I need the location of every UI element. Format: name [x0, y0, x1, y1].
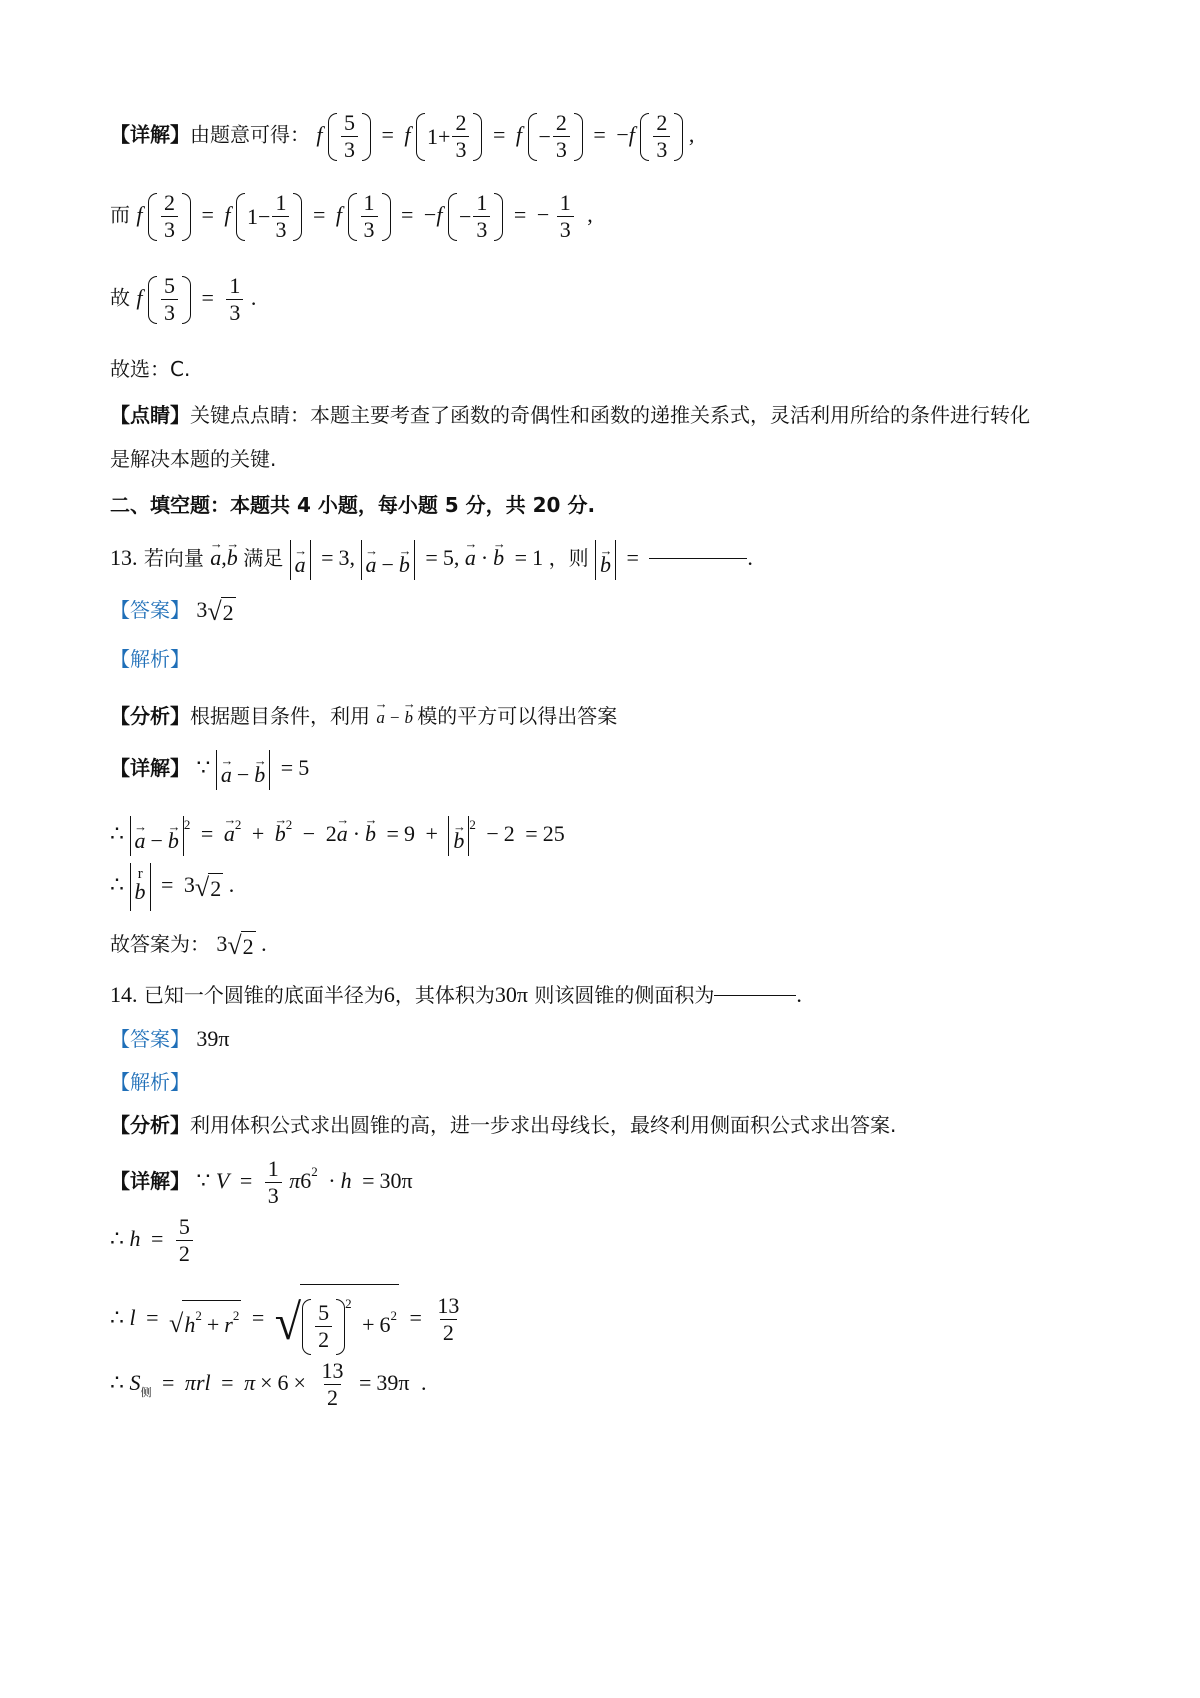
equation: [110, 817, 565, 853]
punct: .: [228, 872, 235, 898]
var-r: r: [224, 1312, 233, 1338]
operator: ·: [480, 545, 489, 570]
operator: =: [626, 545, 639, 570]
vector-b: → b: [399, 542, 410, 580]
subscript-ce: 侧: [140, 1385, 152, 1399]
denominator: 2: [440, 1319, 457, 1346]
radicand: [182, 1300, 241, 1338]
therefore-symbol: ∴: [110, 821, 124, 846]
denominator: 2: [324, 1384, 341, 1411]
equation: [136, 273, 257, 325]
exponent: 2: [183, 817, 191, 832]
fraction: [473, 190, 490, 243]
dianjing-line-2: [110, 442, 1100, 476]
vector-b: → b: [404, 693, 413, 735]
operator: =: [280, 755, 294, 781]
q14-xiangjie: [110, 1155, 1100, 1209]
therefore-symbol: ∴: [110, 1225, 124, 1251]
fraction: [272, 190, 289, 243]
q13-text-a: 若向量: [143, 546, 204, 570]
operator: =: [201, 201, 214, 227]
equation: [210, 545, 243, 570]
equation: [110, 1358, 427, 1410]
operator: =: [201, 284, 214, 310]
denominator: 3: [265, 1182, 282, 1209]
jiexi-tag: 【解析】: [110, 647, 190, 671]
guxuan-text: 故选：C.: [110, 357, 191, 381]
numerator: 2: [455, 110, 467, 135]
q13-text-b: 满足: [243, 546, 284, 570]
var-f: f: [404, 121, 411, 147]
operator: =: [401, 201, 414, 227]
operator: −: [381, 551, 394, 577]
paren: [448, 190, 503, 243]
jiexi-tag: 【解析】: [110, 1070, 190, 1094]
term: −: [538, 123, 551, 149]
term: 1: [532, 545, 544, 570]
exponent: 2: [234, 817, 242, 832]
er-text: 而: [110, 202, 130, 227]
operator: =: [251, 1304, 265, 1330]
equation: [316, 110, 695, 162]
fraction: [318, 1358, 346, 1411]
fenxi-tag: 【分析】: [110, 704, 190, 728]
q14-step-3: [110, 1358, 1100, 1411]
vector-b: r b: [135, 865, 146, 911]
exponent: 2: [311, 1164, 318, 1179]
punct: .: [261, 931, 267, 956]
xiangjie-tag: 【详解】: [110, 1169, 190, 1193]
operator: −: [302, 821, 316, 846]
q14-step-1: [110, 1214, 1100, 1267]
numerator: 5: [343, 110, 355, 135]
daan-tag: 【答案】: [110, 1027, 190, 1051]
operator: =: [312, 201, 326, 227]
pi: π: [184, 1369, 196, 1395]
exponent: 2: [285, 817, 293, 832]
vector-b: → b: [168, 818, 179, 856]
sqrt-sign: √: [169, 1309, 184, 1339]
eq-line-1: [110, 110, 1100, 163]
numerator: 2: [163, 190, 175, 215]
term: 3: [196, 597, 208, 622]
vector-a: → a: [224, 809, 235, 851]
term: 1−: [247, 203, 271, 229]
exponent: 2: [195, 1308, 202, 1324]
operator: =: [381, 121, 394, 147]
operator: −: [486, 821, 499, 846]
eq-line-2: [110, 190, 1100, 243]
q14-fenxi-text: 利用体积公式求出圆锥的高，进一步求出母线长，最终利用侧面积公式求出答案.: [190, 1113, 897, 1137]
denominator: 3: [341, 136, 358, 163]
pi: π: [244, 1369, 256, 1395]
operator: =: [162, 1369, 175, 1395]
abs-value: [361, 540, 415, 580]
numerator: 1: [559, 190, 571, 215]
fraction: [434, 1293, 462, 1346]
vector-b: → b: [493, 533, 504, 575]
var-V: V: [215, 1168, 230, 1193]
denominator: 3: [272, 216, 289, 243]
paren: [302, 1299, 345, 1355]
operator: =: [151, 1225, 164, 1251]
therefore-symbol: ∴: [110, 1304, 124, 1330]
operator: =: [513, 201, 527, 227]
denominator: 3: [473, 216, 490, 243]
abs-value: [130, 863, 151, 911]
q13-step-2: [110, 863, 1100, 911]
equation: [110, 872, 235, 904]
operator: =: [409, 1304, 422, 1330]
eq-line-3: [110, 273, 1100, 326]
numerator: 1: [476, 190, 488, 215]
fraction: [161, 190, 178, 243]
fraction: [653, 110, 670, 163]
fraction: [361, 190, 378, 243]
operator: +: [425, 821, 438, 846]
paren: [348, 190, 391, 243]
therefore-symbol: ∴: [110, 872, 124, 898]
equation: [196, 755, 310, 787]
fraction: [315, 1300, 332, 1353]
vector-a: → a: [376, 693, 385, 735]
answer-blank[interactable]: [649, 558, 747, 559]
vector-a: → a: [465, 533, 476, 575]
dianjing-text-2: 是解决本题的关键.: [110, 447, 277, 471]
vector-b: → b: [365, 809, 376, 851]
exponent: 2: [469, 817, 476, 832]
var-l: l: [129, 1304, 136, 1330]
punct: .: [796, 982, 802, 1007]
numerator: 13: [437, 1292, 460, 1318]
radical: [275, 1284, 399, 1355]
equation: [110, 1214, 195, 1266]
paren: [148, 190, 191, 243]
var-f: f: [436, 201, 443, 227]
var-f: f: [224, 201, 231, 227]
operator: +: [251, 821, 265, 846]
operator: =: [239, 1168, 253, 1193]
q14-answer: [110, 1022, 1100, 1056]
operator: ×: [260, 1369, 273, 1395]
paren: [236, 190, 302, 243]
numerator: 2: [656, 110, 668, 135]
paren: [640, 110, 683, 163]
abs-value: [290, 540, 311, 580]
q13-line: [110, 533, 1100, 580]
denominator: 2: [315, 1326, 332, 1353]
operator: =: [593, 121, 606, 147]
punct: .: [420, 1369, 427, 1395]
operator: =: [514, 545, 528, 570]
pi: π: [289, 1168, 301, 1193]
q13-final: [110, 927, 1100, 961]
numerator: 1: [363, 190, 375, 215]
dianjing-tag: 【点睛】: [110, 403, 190, 427]
operator: −: [150, 827, 163, 853]
q14-line: [110, 978, 1100, 1012]
term: 30π: [494, 982, 528, 1007]
fraction: [557, 190, 574, 243]
q14-text-a: 已知一个圆锥的底面半径为: [143, 983, 384, 1007]
punct: .: [747, 545, 753, 570]
paren: [148, 273, 191, 326]
q13-text-c: ，则: [548, 546, 589, 570]
dianjing-text-1: 关键点点睛：本题主要考查了函数的奇偶性和函数的递推关系式，灵活利用所给的条件进行转化: [190, 403, 1030, 427]
fraction: [226, 273, 243, 326]
sqrt-sign: √: [207, 597, 222, 627]
q13-number: 13.: [110, 545, 138, 570]
denominator: 2: [176, 1240, 193, 1267]
term: 2: [503, 821, 515, 846]
equation: [136, 190, 593, 242]
numerator: 1: [229, 273, 241, 298]
var-f: f: [335, 201, 342, 227]
q14-number: 14.: [110, 982, 138, 1007]
q13-answer: [110, 593, 1100, 627]
term: 6: [300, 1168, 312, 1193]
sqrt-sign: √: [227, 931, 242, 961]
operator: =: [161, 872, 174, 898]
guxuan-line: [110, 352, 1100, 386]
equation: [595, 545, 753, 577]
vector-b: → b: [453, 818, 464, 856]
because-symbol: ∵: [196, 1168, 211, 1193]
term: 2: [325, 821, 337, 846]
q14-text-c: 则该圆锥的侧面积为: [534, 983, 715, 1007]
q14-step-2: [110, 1284, 1100, 1355]
term: 1+: [427, 123, 451, 149]
vector-b: → b: [600, 542, 611, 580]
vector-a: → a: [366, 542, 377, 580]
term: 3: [183, 872, 195, 898]
radicand: 2: [221, 597, 236, 626]
denominator: 3: [452, 136, 469, 163]
q14-jiexi: [110, 1065, 1100, 1099]
because-symbol: ∵: [196, 755, 211, 781]
numerator: 1: [275, 190, 287, 215]
var-h: h: [184, 1312, 196, 1338]
punct: ,: [221, 545, 227, 570]
var-h: h: [129, 1225, 141, 1251]
operator: =: [221, 1369, 234, 1395]
denominator: 3: [653, 136, 670, 163]
vector-b: → b: [275, 809, 286, 851]
q13-jiexi: [110, 642, 1100, 676]
equation: [216, 931, 267, 961]
exponent: 2: [345, 1296, 352, 1311]
term: 5: [298, 755, 310, 781]
q13-fenxi: [110, 693, 1100, 735]
sqrt-sign: √: [194, 872, 210, 902]
fraction: [553, 110, 570, 163]
term: 6: [277, 1369, 289, 1395]
operator: =: [525, 821, 538, 846]
q13-fenxi-b: 模的平方可以得出答案: [417, 704, 618, 728]
var-f: f: [628, 121, 635, 147]
punct: ,: [688, 121, 695, 147]
numerator: 13: [321, 1358, 344, 1383]
fenxi-tag: 【分析】: [110, 1113, 190, 1137]
operator: +: [362, 1312, 375, 1337]
var-S: S: [129, 1369, 141, 1395]
punct: ,: [587, 201, 593, 227]
operator: −: [236, 762, 250, 787]
term: 25: [542, 821, 565, 846]
q13-step-1: [110, 808, 1100, 856]
gu-text: 故: [110, 285, 130, 310]
paren: [416, 110, 482, 163]
radicand: 2: [241, 931, 256, 960]
var-f: f: [515, 121, 522, 147]
operator: ·: [352, 821, 361, 846]
numerator: 5: [318, 1300, 330, 1326]
numerator: 1: [267, 1156, 279, 1182]
fraction: [452, 110, 469, 163]
radical: [195, 873, 223, 902]
abs-value: [130, 816, 184, 856]
youtiyi-text: 由题意可得：: [190, 122, 310, 147]
vector-a: → a: [210, 533, 221, 575]
operator: =: [492, 121, 506, 147]
term: −: [423, 201, 437, 227]
vector-a: → a: [135, 818, 146, 856]
operator: −: [389, 708, 400, 727]
operator: =: [146, 1304, 159, 1330]
operator: +: [206, 1312, 220, 1338]
var-f: f: [136, 201, 143, 227]
term: −: [616, 121, 629, 147]
operator: =: [321, 545, 334, 570]
denominator: 3: [557, 216, 574, 243]
punct: .: [250, 284, 257, 310]
vector-b: → b: [227, 533, 238, 575]
term: 6: [379, 1312, 391, 1337]
equation: [196, 1156, 413, 1209]
q14-fenxi: [110, 1108, 1100, 1142]
var-r: r: [195, 1369, 205, 1395]
sqrt-sign: √: [274, 1294, 302, 1351]
answer-blank[interactable]: [714, 995, 796, 996]
radical: [169, 1300, 241, 1338]
operator: =: [386, 821, 399, 846]
abs-value: [448, 816, 469, 856]
operator: ·: [328, 1168, 336, 1193]
paren: [328, 110, 371, 163]
section-title-text: 二、填空题：本题共 4 小题，每小题 5 分，共 20 分.: [110, 493, 596, 517]
fraction: [341, 110, 358, 163]
term: 5,: [442, 545, 460, 570]
var-f: f: [136, 284, 143, 310]
numerator: 5: [178, 1214, 190, 1239]
xiangjie-tag: 【详解】: [110, 122, 190, 147]
var-h: h: [340, 1168, 352, 1193]
denominator: 3: [161, 216, 178, 243]
operator: =: [200, 821, 214, 846]
term: 39π: [376, 1369, 410, 1395]
var-l: l: [204, 1369, 211, 1395]
denominator: 3: [553, 136, 570, 163]
equation: [110, 1292, 464, 1353]
operator: =: [358, 1369, 372, 1395]
term: 9: [403, 821, 415, 846]
vector-a: → a: [337, 809, 348, 851]
vector-a: → a: [295, 542, 306, 580]
daan-tag: 【答案】: [110, 598, 190, 622]
fraction: [265, 1156, 282, 1209]
q14-text-b: ，其体积为: [394, 983, 495, 1007]
term: 3: [216, 931, 228, 956]
equation: [196, 597, 235, 627]
abs-value: [216, 750, 270, 790]
vector-a: → a: [221, 752, 232, 790]
term: 3,: [338, 545, 355, 570]
gudaan-text: 故答案为：: [110, 932, 210, 956]
section-title: [110, 488, 1100, 522]
xiangjie-tag: 【详解】: [110, 756, 190, 781]
therefore-symbol: ∴: [110, 1369, 124, 1395]
var-f: f: [316, 121, 323, 147]
radical: [227, 931, 255, 960]
term: −: [536, 201, 550, 227]
equation: [290, 545, 549, 577]
dianjing-paragraph: [110, 395, 1100, 435]
fraction: [161, 273, 178, 326]
radicand: [300, 1284, 399, 1355]
answer-value: 39π: [196, 1026, 230, 1051]
operator: =: [425, 545, 438, 570]
term: −: [458, 203, 472, 229]
operator: =: [362, 1168, 375, 1193]
equation: [376, 708, 417, 727]
vector-b: → b: [254, 752, 265, 790]
paren: [528, 110, 583, 163]
denominator: 3: [161, 299, 178, 326]
numerator: 2: [555, 110, 567, 135]
term: 30π: [379, 1168, 413, 1193]
numerator: 5: [163, 273, 175, 298]
denominator: 3: [226, 299, 243, 326]
exponent: 2: [232, 1308, 240, 1324]
operator: ×: [293, 1369, 306, 1395]
fraction: [176, 1214, 193, 1267]
q13-xiangjie: [110, 750, 1100, 790]
radicand: 2: [208, 873, 223, 902]
denominator: 3: [361, 216, 378, 243]
term: 6: [383, 982, 395, 1007]
q13-fenxi-a: 根据题目条件，利用: [190, 704, 370, 728]
abs-value: [595, 540, 616, 580]
radical: [207, 597, 235, 626]
exponent: 2: [390, 1308, 397, 1323]
